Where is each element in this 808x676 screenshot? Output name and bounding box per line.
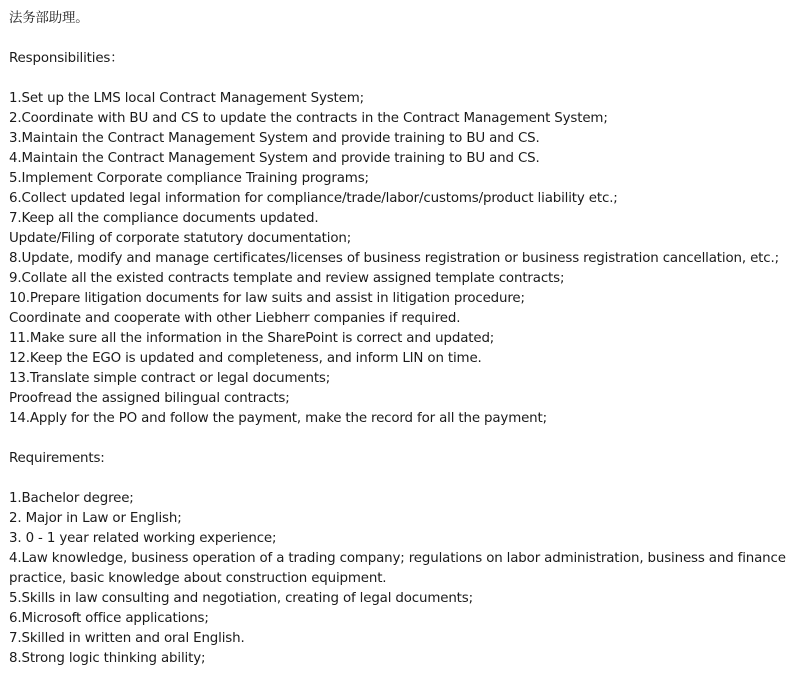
responsibility-item: 11.Make sure all the information in the SharePoint is correct and updated; [9,331,495,346]
blank-line [9,429,808,449]
responsibility-item: 12.Keep the EGO is updated and completeness, and inform LIN on time. [9,351,482,366]
responsibility-item: 10.Prepare litigation documents for law suits and assist in litigation procedure; [9,291,525,306]
responsibility-item: Coordinate and cooperate with other Liebherr companies if required. [9,311,461,326]
responsibilities-list [9,89,808,429]
responsibility-item: 4.Maintain the Contract Management System and provide training to BU and CS. [9,151,540,166]
requirement-item: 8.Strong logic thinking ability; [9,651,206,666]
requirement-item: 1.Bachelor degree; [9,491,134,506]
document-body [9,9,808,669]
requirement-item: 5.Skills in law consulting and negotiation, creating of legal documents; [9,591,473,606]
requirement-item: 2. Major in Law or English; [9,511,182,526]
responsibility-item: 1.Set up the LMS local Contract Management System; [9,91,364,106]
doc-title: 法务部助理。 [9,11,89,26]
responsibility-item: 9.Collate all the existed contracts template and review assigned template contracts; [9,271,565,286]
requirement-item: 6.Microsoft office applications; [9,611,209,626]
requirement-item: practice, basic knowledge about construction equipment. [9,571,387,586]
responsibility-item: Proofread the assigned bilingual contracts; [9,391,290,406]
requirement-item: 4.Law knowledge, business operation of a trading company; regulations on labor administration, business and finance [9,551,786,566]
responsibility-item: 13.Translate simple contract or legal documents; [9,371,331,386]
responsibility-item: 3.Maintain the Contract Management System and provide training to BU and CS. [9,131,540,146]
requirement-item: 3. 0 - 1 year related working experience; [9,531,277,546]
requirements-heading: Requirements: [9,451,105,466]
blank-line [9,29,808,49]
responsibility-item: 14.Apply for the PO and follow the payment, make the record for all the payment; [9,411,547,426]
responsibility-item: 2.Coordinate with BU and CS to update the contracts in the Contract Management System; [9,111,608,126]
responsibility-item: 5.Implement Corporate compliance Training programs; [9,171,369,186]
responsibility-item: Update/Filing of corporate statutory documentation; [9,231,352,246]
responsibility-item: 7.Keep all the compliance documents updated. [9,211,319,226]
blank-line [9,469,808,489]
blank-line [9,69,808,89]
requirements-list [9,489,808,669]
responsibility-item: 8.Update, modify and manage certificates/licenses of business registration or business registration cancellation, etc.; [9,251,779,266]
requirement-item: 7.Skilled in written and oral English. [9,631,245,646]
responsibility-item: 6.Collect updated legal information for compliance/trade/labor/customs/product liability etc.; [9,191,618,206]
responsibilities-heading: Responsibilities： [9,51,124,66]
